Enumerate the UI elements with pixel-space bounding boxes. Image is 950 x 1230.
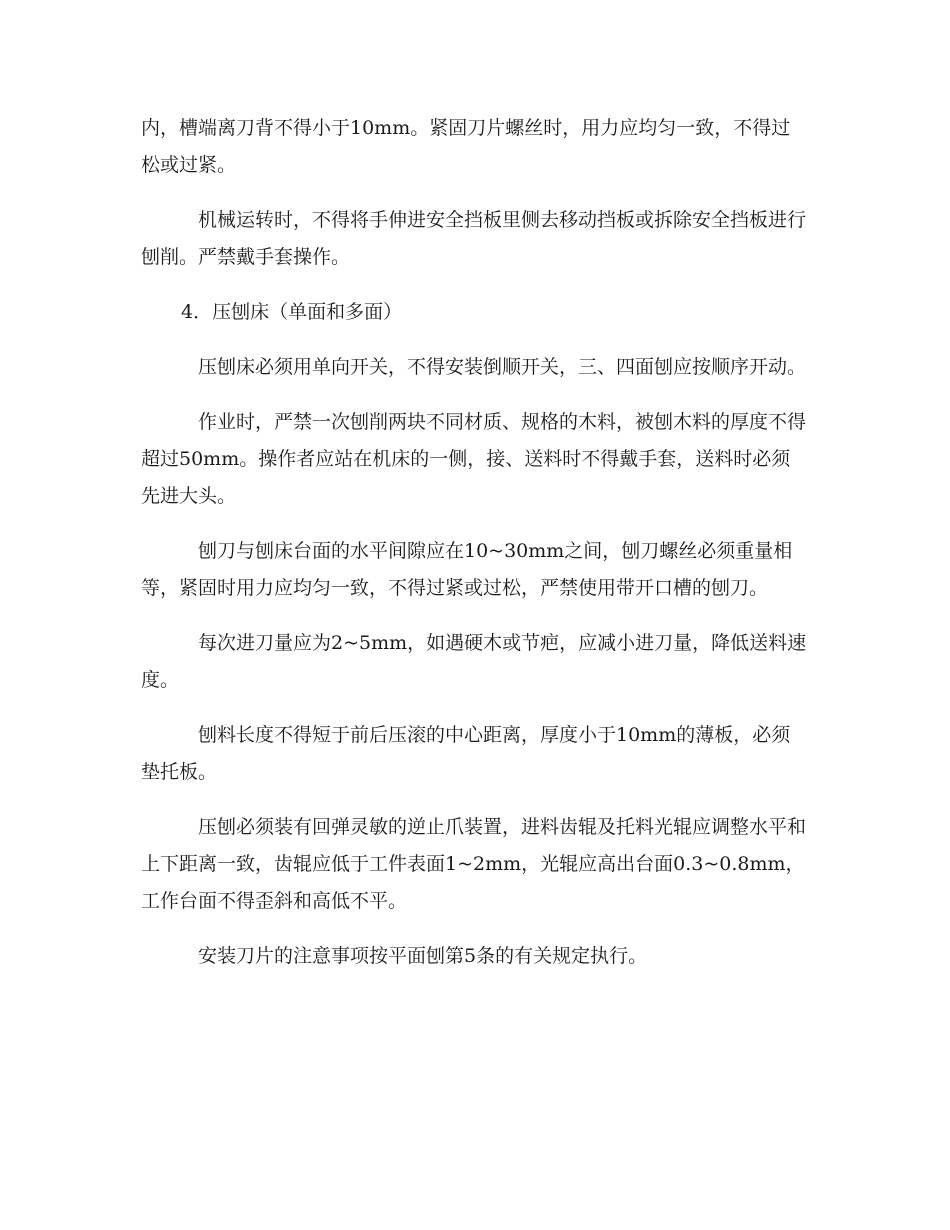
section-heading-planer: 4．压刨床（单面和多面） (181, 301, 403, 323)
paragraph-safety-guard: 机械运转时，不得将手伸进安全挡板里侧去移动挡板或拆除安全挡板进行刨削。严禁戴手套操作。 (141, 209, 807, 268)
paragraph-anti-kickback: 压刨必须装有回弹灵敏的逆止爪装置，进料齿辊及托料光辊应调整水平和上下距离一致，齿辊应低于工件表面1~2mm，光辊应高出台面0.3~0.8mm，工作台面不得歪斜和高低不平。 (141, 816, 807, 912)
paragraph-blade-gap: 刨刀与刨床台面的水平间隙应在10~30mm之间，刨刀螺丝必须重量相等，紧固时用力应均匀一致，不得过紧或过松，严禁使用带开口槽的刨刀。 (141, 540, 793, 599)
document-body (141, 110, 809, 993)
paragraph-material-length: 刨料长度不得短于前后压滚的中心距离，厚度小于10mm的薄板，必须垫托板。 (141, 724, 791, 783)
paragraph-continuation: 内，槽端离刀背不得小于10mm。紧固刀片螺丝时，用力应均匀一致，不得过松或过紧。 (141, 117, 791, 176)
paragraph-feed-amount: 每次进刀量应为2~5mm，如遇硬木或节疤，应减小进刀量，降低送料速度。 (141, 632, 807, 691)
paragraph-switch: 压刨床必须用单向开关，不得安装倒顺开关，三、四面刨应按顺序开动。 (198, 356, 807, 378)
paragraph-operation: 作业时，严禁一次刨削两块不同材质、规格的木料，被刨木料的厚度不得超过50mm。操作者应站在机床的一侧，接、送料时不得戴手套，送料时必须先进大头。 (141, 411, 807, 507)
paragraph-blade-install: 安装刀片的注意事项按平面刨第5条的有关规定执行。 (198, 945, 648, 967)
